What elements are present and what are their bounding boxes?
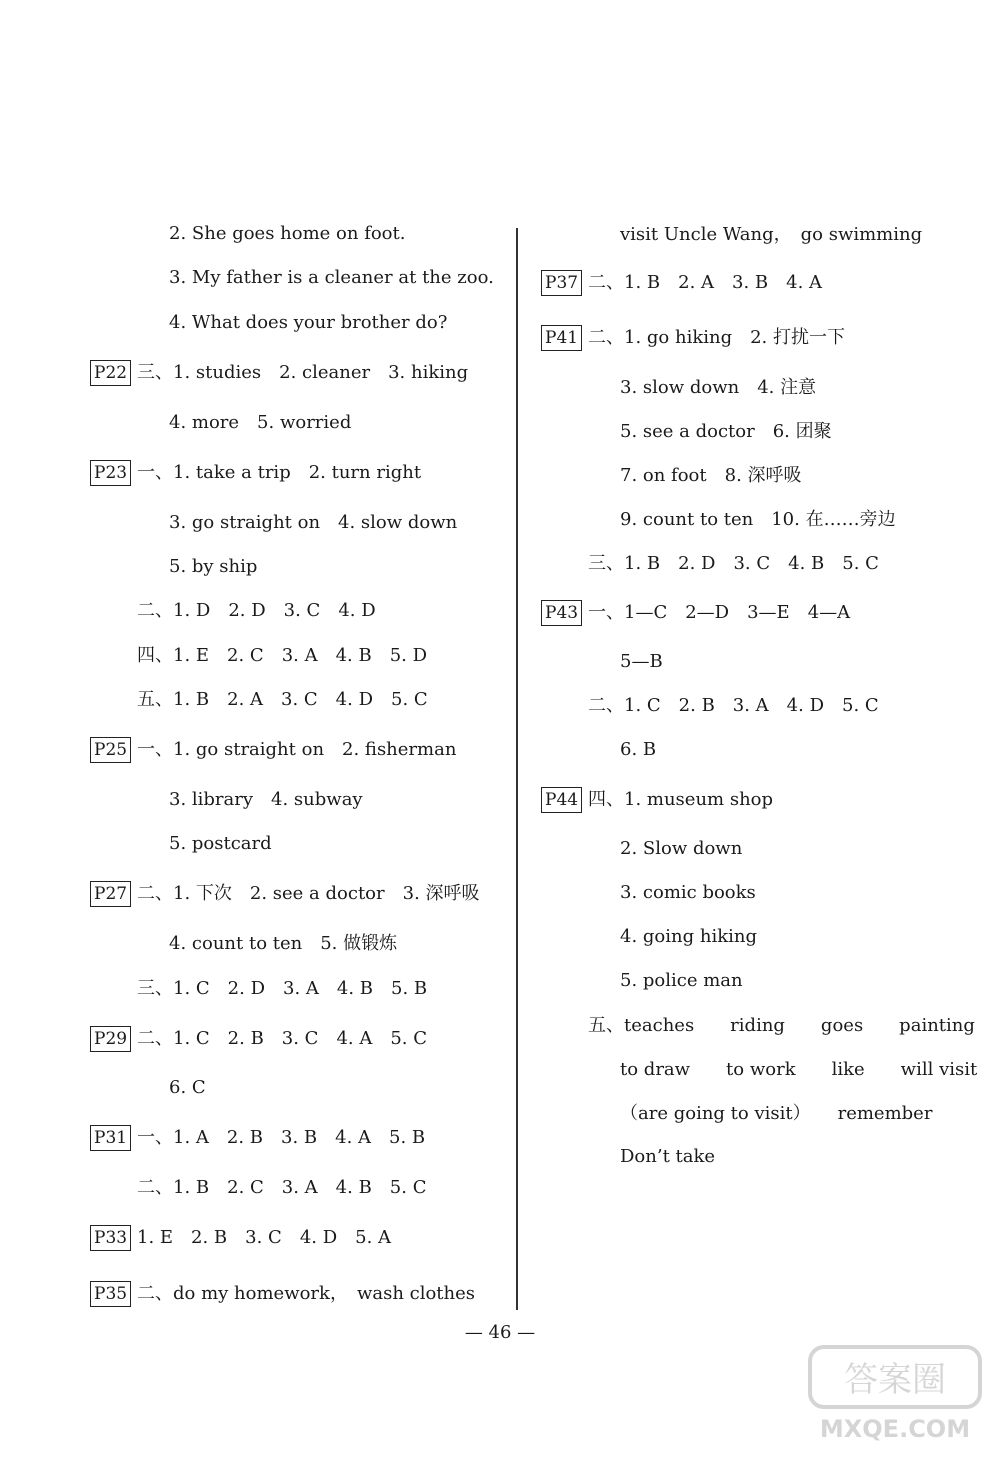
page-ref-tag: P43 xyxy=(541,600,582,626)
answer-line: 6. B xyxy=(620,739,657,760)
answer-line: 5. see a doctor 6. 团聚 xyxy=(620,421,832,442)
answer-line: 二、1. B 2. C 3. A 4. B 5. C xyxy=(137,1177,427,1198)
answer-line: 二、do my homework， wash clothes xyxy=(137,1283,476,1304)
answer-line: to draw to work like will visit xyxy=(620,1059,978,1080)
answer-line: 4. What does your brother do? xyxy=(169,312,448,333)
answer-line: 二、1. C 2. B 3. C 4. A 5. C xyxy=(137,1028,428,1049)
page-ref-tag: P44 xyxy=(541,787,582,813)
page-ref-tag: P31 xyxy=(90,1125,131,1151)
answer-line: 4. more 5. worried xyxy=(169,412,352,433)
page-ref-tag: P33 xyxy=(90,1225,131,1251)
answer-line: 3. library 4. subway xyxy=(169,789,363,810)
answer-line: 3. comic books xyxy=(620,882,756,903)
answer-line: 一、1. A 2. B 3. B 4. A 5. B xyxy=(137,1127,426,1148)
answer-line: 五、teaches riding goes painting xyxy=(588,1015,975,1036)
page-ref-tag: P25 xyxy=(90,737,131,763)
page-ref-tag: P22 xyxy=(90,360,131,386)
answer-line: 4. going hiking xyxy=(620,926,757,947)
answer-line: 三、1. C 2. D 3. A 4. B 5. B xyxy=(137,978,428,999)
page-ref-tag: P35 xyxy=(90,1281,131,1307)
answer-line: 1. E 2. B 3. C 4. D 5. A xyxy=(137,1227,392,1248)
answer-line: 5. by ship xyxy=(169,556,258,577)
answer-line: 5. postcard xyxy=(169,833,272,854)
watermark-logo xyxy=(800,1339,990,1449)
answer-line: 二、1. B 2. A 3. B 4. A xyxy=(588,272,823,293)
answer-line: 二、1. D 2. D 3. C 4. D xyxy=(137,600,376,621)
answer-line: 3. go straight on 4. slow down xyxy=(169,512,458,533)
answer-line: 4. count to ten 5. 做锻炼 xyxy=(169,933,398,954)
answer-line: 6. C xyxy=(169,1077,206,1098)
answer-line: 一、1. go straight on 2. fisherman xyxy=(137,739,457,760)
answer-line: （are going to visit） remember xyxy=(620,1103,933,1124)
answer-line: 3. slow down 4. 注意 xyxy=(620,377,817,398)
answer-line: 7. on foot 8. 深呼吸 xyxy=(620,465,802,486)
answer-line: 3. My father is a cleaner at the zoo. xyxy=(169,267,494,288)
page-number: — 46 — xyxy=(464,1322,536,1343)
answer-line: 二、1. C 2. B 3. A 4. D 5. C xyxy=(588,695,879,716)
column-divider xyxy=(516,228,518,1310)
answer-line: 三、1. B 2. D 3. C 4. B 5. C xyxy=(588,553,879,574)
answer-line: 5—B xyxy=(620,651,663,672)
answer-line: 四、1. museum shop xyxy=(588,789,774,810)
page-ref-tag: P29 xyxy=(90,1026,131,1052)
svg-text:MXQE.COM: MXQE.COM xyxy=(819,1415,971,1443)
page-ref-tag: P41 xyxy=(541,325,582,351)
svg-text:答案圈: 答案圈 xyxy=(844,1360,946,1400)
answer-line: 二、1. 下次 2. see a doctor 3. 深呼吸 xyxy=(137,883,480,904)
page-ref-tag: P27 xyxy=(90,881,131,907)
answer-line: 2. She goes home on foot. xyxy=(169,223,406,244)
answer-line: 四、1. E 2. C 3. A 4. B 5. D xyxy=(137,645,428,666)
answer-line: 三、1. studies 2. cleaner 3. hiking xyxy=(137,362,469,383)
answer-line: 2. Slow down xyxy=(620,838,743,859)
answer-line: Don’t take xyxy=(620,1146,716,1167)
answer-line: 五、1. B 2. A 3. C 4. D 5. C xyxy=(137,689,428,710)
answer-line: 5. police man xyxy=(620,970,743,991)
page-ref-tag: P37 xyxy=(541,270,582,296)
answer-line: 一、1. take a trip 2. turn right xyxy=(137,462,422,483)
answer-line: visit Uncle Wang， go swimming xyxy=(620,224,923,245)
page-ref-tag: P23 xyxy=(90,460,131,486)
answer-line: 二、1. go hiking 2. 打扰一下 xyxy=(588,327,846,348)
answer-line: 9. count to ten 10. 在……旁边 xyxy=(620,509,896,530)
answer-line: 一、1—C 2—D 3—E 4—A xyxy=(588,602,851,623)
